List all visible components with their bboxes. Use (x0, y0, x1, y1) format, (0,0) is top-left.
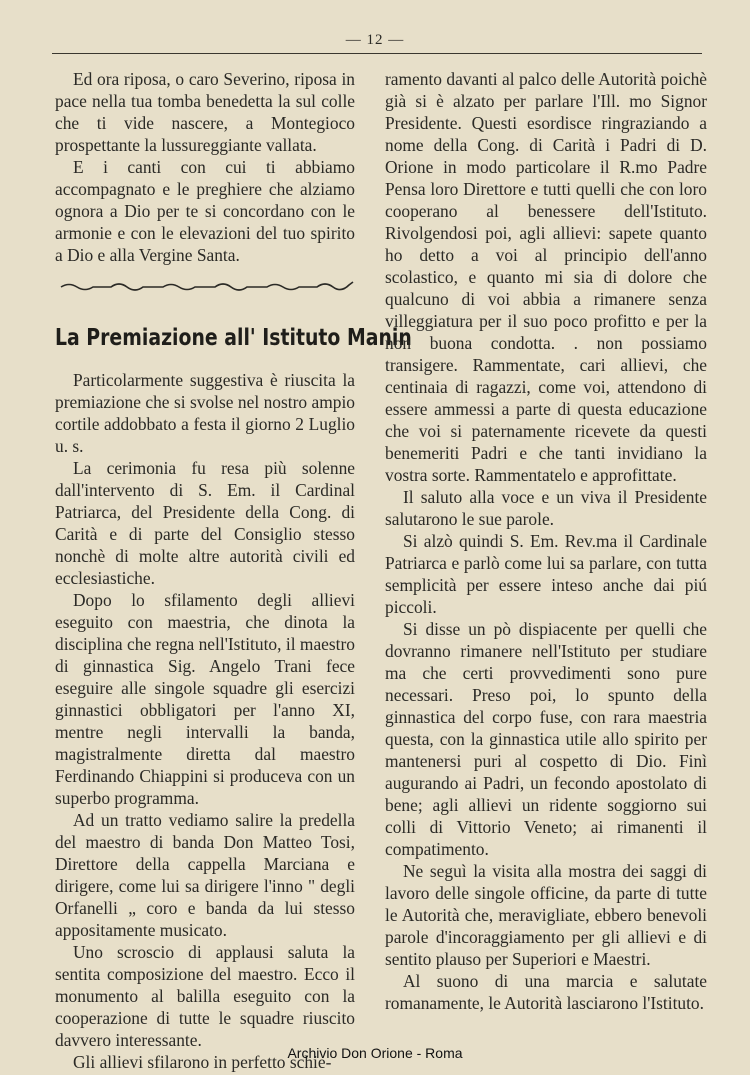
paragraph: Si disse un pò dispiacente per quelli che dovranno rimanere nell'Istituto per studiare ma che certi provvedimenti sono pure necessari. Preso poi, lo spunto della ginnastica del corpo fuse, con rara maestria questa, con la ginnastica utile allo spirito per mantenersi puri al cospetto di Dio. Finì augurando ai Padri, un fecondo apostolato di bene; agli allievi un ridente soggiorno sui colli di Vittorio Veneto; ai rimanenti il compatimento. (385, 619, 707, 859)
paragraph: Al suono di una marcia e salutate romanamente, le Autorità lasciarono l'Istituto. (385, 971, 707, 1013)
paragraph: Uno scroscio di applausi saluta la sentita composizione del maestro. Ecco il monumento al balilla eseguito con la cooperazione di tutte le squadre riuscito davvero interessante. (55, 942, 355, 1050)
paragraph: Particolarmente suggestiva è riuscita la premiazione che si svolse nel nostro ampio cortile addobbato a festa il giorno 2 Luglio u. s. (55, 370, 355, 456)
decorative-flourish (59, 278, 355, 292)
paragraph: Ad un tratto vediamo salire la predella del maestro di banda Don Matteo Tosi, Direttore della cappella Marciana e dirigere, come lui sa dirigere l'inno " degli Orfanelli „ coro e banda da lui stesso appositamente musicato. (55, 810, 355, 940)
paragraph: La cerimonia fu resa più solenne dall'intervento di S. Em. il Cardinal Patriarca, del Presidente della Cong. di Carità e di parte del Consiglio stesso nonchè di molte altre autorità civili ed ecclesiastiche. (55, 458, 355, 588)
paragraph: E i canti con cui ti abbiamo accompagnato e le preghiere che alziamo ognora a Dio per te si concordano con le armonie e con le elevazioni del tuo spirito a Dio e alla Vergine Santa. (55, 157, 355, 265)
paragraph: Dopo lo sfilamento degli allievi eseguito con maestria, che dinota la disciplina che regna nell'Istituto, il maestro di ginnastica Sig. Angelo Trani fece eseguire alle singole squadre gli esercizi ginnastici obbligatori per l'anno XI, mentre negli intervalli la banda, magistralmente diretta dal maestro Ferdinando Chiappini si produceva con un superbo programma. (55, 590, 355, 808)
header-rule (52, 53, 702, 54)
page-number: — 12 — (345, 32, 405, 48)
archive-footer: Archivio Don Orione - Roma (287, 1045, 463, 1061)
right-column (385, 68, 707, 1014)
paragraph: Ed ora riposa, o caro Severino, riposa in pace nella tua tomba benedetta la sul colle che ti vide nascere, a Montegioco prospettante la lussureggiante vallata. (55, 69, 355, 155)
section-heading: La Premiazione all' Istituto Manin (55, 325, 412, 351)
paragraph: Il saluto alla voce e un viva il Presidente salutarono le sue parole. (385, 487, 707, 529)
paragraph: Gli allievi sfilarono in perfetto schie- (73, 1052, 332, 1072)
paragraph: ramento davanti al palco delle Autorità poichè già si è alzato per parlare l'Ill. mo Signor Presidente. Questi esordisce ringraziando a nome della Cong. di Carità i Padri di D. Orione in modo particolare il R.mo Padre Pensa loro Direttore e tutti quelli che con loro cooperano al benessere dell'Istituto. Rivolgendosi poi, agli allievi: sapete quanto ho detto a voi al principio dell'anno scolastico, e quanto mi sia di dolore che qualcuno di voi abbia a rimanere senza villeggiatura per il suo poco profitto e per la non buona condotta. . non possiamo transigere. Rammentate, cari allievi, che centinaia di ragazzi, come voi, attendono di essere ammessi a parte di questa educazione che voi si paternamente ricevete da questi benemeriti Padri e che tanti invidiano la vostra sorte. Rammentatelo e approfittate. (385, 69, 707, 485)
paragraph: Ne seguì la visita alla mostra dei saggi di lavoro delle singole officine, da parte di tutte le Autorità che, meravigliate, ebbero benevoli parole d'incoraggiamento per gli allievi e di sentito plauso per Superiori e Maestri. (385, 861, 707, 969)
paragraph: Si alzò quindi S. Em. Rev.ma il Cardinale Patriarca e parlò come lui sa parlare, con tutta semplicità per essere inteso anche dai piú piccoli. (385, 531, 707, 617)
